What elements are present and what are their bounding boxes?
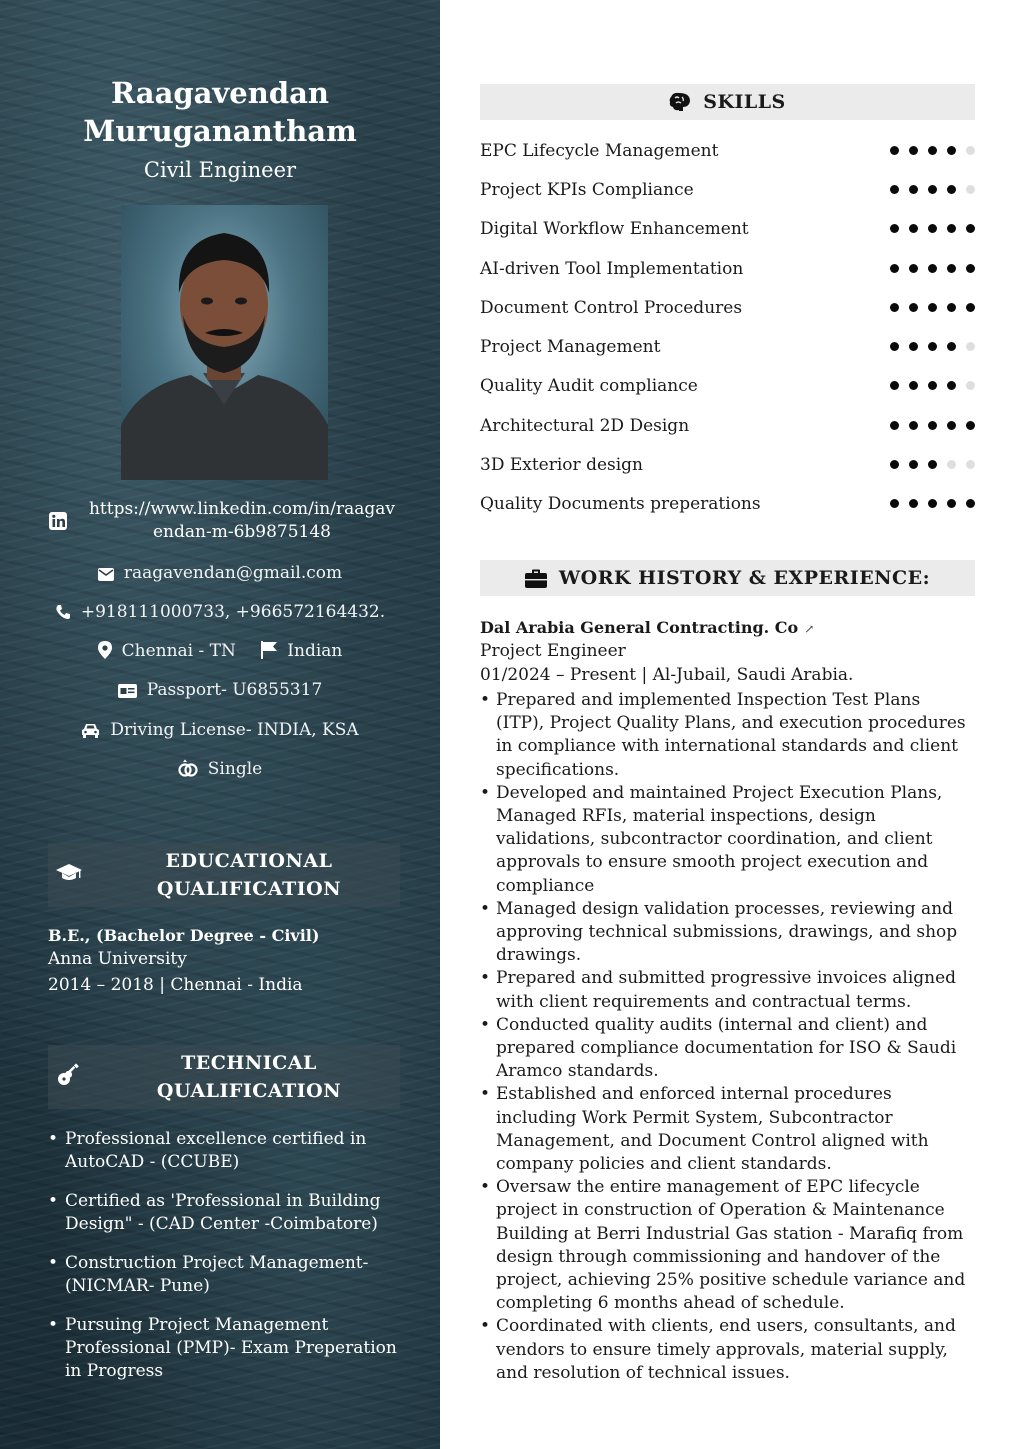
- passport-row: [0, 679, 440, 705]
- skill-row: [480, 334, 975, 360]
- rating-dot-filled: [909, 342, 918, 351]
- skill-row: [480, 413, 975, 439]
- skill-name: Project KPIs Compliance: [480, 180, 694, 200]
- marital-row: [0, 758, 440, 784]
- license-text: Driving License- INDIA, KSA: [110, 720, 359, 740]
- skill-rating: [880, 421, 975, 431]
- rating-dot-filled: [890, 185, 899, 194]
- skill-name: EPC Lifecycle Management: [480, 141, 719, 161]
- linkedin-line-2: endan-m-6b9875148: [153, 522, 331, 542]
- duty-item: • Managed design validation processes, reviewing and approving technical submissions, drawings, and shop drawings.: [480, 898, 972, 968]
- technical-heading: [48, 1045, 400, 1109]
- skills-heading-text: SKILLS: [703, 91, 786, 113]
- rating-dot-filled: [890, 264, 899, 273]
- skill-rating: [880, 264, 975, 274]
- map-pin-icon: [98, 641, 112, 666]
- rating-dot-filled: [928, 185, 937, 194]
- brain-icon: [669, 88, 691, 124]
- rating-dot-filled: [928, 342, 937, 351]
- job-dates: 01/2024 – Present | Al-Jubail, Saudi Arabia.: [480, 665, 854, 685]
- duty-item: • Prepared and submitted progressive invoices aligned with client requirements and contractual terms.: [480, 967, 972, 1013]
- rating-dot-empty: [947, 460, 956, 469]
- skill-rating: [880, 303, 975, 313]
- education-university: Anna University: [48, 949, 187, 969]
- rating-dot-filled: [890, 146, 899, 155]
- rating-dot-filled: [890, 303, 899, 312]
- skill-rating: [880, 342, 975, 352]
- rating-dot-filled: [928, 499, 937, 508]
- technical-heading-line-2: QUALIFICATION: [156, 1080, 342, 1102]
- license-row: [0, 719, 440, 745]
- job-role: Project Engineer: [480, 641, 626, 661]
- briefcase-icon: [525, 564, 547, 600]
- education-heading-line-2: QUALIFICATION: [156, 878, 342, 900]
- location-text: Chennai - TN: [121, 641, 236, 661]
- work-heading-text: WORK HISTORY & EXPERIENCE:: [558, 567, 931, 589]
- linkedin-link[interactable]: [72, 498, 412, 544]
- linkedin-icon: [48, 511, 68, 535]
- rating-dot-filled: [947, 264, 956, 273]
- rings-icon: [178, 759, 198, 784]
- rating-dot-filled: [890, 381, 899, 390]
- rating-dot-filled: [909, 421, 918, 430]
- work-heading: [480, 560, 975, 596]
- skill-name: Project Management: [480, 337, 661, 357]
- duties-list: [480, 689, 972, 1385]
- rating-dot-empty: [966, 185, 975, 194]
- rating-dot-filled: [947, 421, 956, 430]
- skill-rating: [880, 146, 975, 156]
- rating-dot-filled: [947, 499, 956, 508]
- rating-dot-filled: [928, 146, 937, 155]
- education-degree: B.E., (Bachelor Degree - Civil): [48, 926, 320, 945]
- email-row: [0, 562, 440, 588]
- linkedin-line-1: https://www.linkedin.com/in/raagav: [88, 499, 396, 519]
- rating-dot-filled: [890, 224, 899, 233]
- rating-dot-empty: [966, 381, 975, 390]
- phone-icon: [55, 604, 71, 627]
- skill-name: Document Control Procedures: [480, 298, 743, 318]
- duty-item: • Prepared and implemented Inspection Test Plans (ITP), Project Quality Plans, and execution procedures in compliance with international standards and client specifications.: [480, 689, 972, 782]
- skill-row: [480, 138, 975, 164]
- duty-item: • Oversaw the entire management of EPC lifecycle project in construction of Operation & Maintenance Building at Berri Industrial Gas station - Marafiq from design through commissioning and handover of the project, achieving 25% positive schedule variance and completing 6 months ahead of schedule.: [480, 1176, 972, 1315]
- rating-dot-filled: [890, 421, 899, 430]
- rating-dot-filled: [890, 342, 899, 351]
- rating-dot-filled: [909, 224, 918, 233]
- job-title: Civil Engineer: [143, 158, 297, 182]
- external-link-icon[interactable]: ↗: [804, 622, 815, 636]
- email-text[interactable]: raagavendan@gmail.com: [123, 563, 343, 583]
- duty-item: • Developed and maintained Project Execution Plans, Managed RFIs, material inspections, design validations, subcontractor coordination, and client approvals to ensure smooth project execution and compliance: [480, 782, 972, 898]
- skill-rating: [880, 460, 975, 470]
- rating-dot-filled: [928, 421, 937, 430]
- skill-rating: [880, 499, 975, 509]
- rating-dot-filled: [928, 264, 937, 273]
- company-name-text: Dal Arabia General Contracting. Co: [480, 618, 799, 637]
- id-card-icon: [118, 682, 137, 705]
- phone-row: [0, 601, 440, 627]
- skill-name: Architectural 2D Design: [480, 416, 690, 436]
- skill-row: [480, 491, 975, 517]
- rating-dot-empty: [966, 146, 975, 155]
- skill-row: [480, 256, 975, 282]
- duty-item: • Established and enforced internal procedures including Work Permit System, Subcontractor Management, and Document Control aligned with company policies and client standards.: [480, 1083, 972, 1176]
- rating-dot-filled: [966, 499, 975, 508]
- rating-dot-filled: [909, 303, 918, 312]
- skill-row: [480, 373, 975, 399]
- skill-name: Digital Workflow Enhancement: [480, 219, 749, 239]
- rating-dot-filled: [947, 381, 956, 390]
- rating-dot-filled: [966, 421, 975, 430]
- technical-item: • Pursuing Project Management Professional (PMP)- Exam Preperation in Progress: [48, 1314, 398, 1383]
- marital-text: Single: [207, 759, 263, 779]
- rating-dot-filled: [966, 303, 975, 312]
- technical-item: • Construction Project Management- (NICMAR- Pune): [48, 1252, 398, 1298]
- skill-row: [480, 295, 975, 321]
- rating-dot-filled: [928, 224, 937, 233]
- graduation-cap-icon: [56, 863, 82, 887]
- skill-row: [480, 177, 975, 203]
- rating-dot-filled: [909, 146, 918, 155]
- portrait-illustration: [121, 205, 328, 480]
- skill-row: [480, 452, 975, 478]
- name-line-1: Raagavendan: [111, 76, 329, 110]
- technical-item: • Professional excellence certified in AutoCAD - (CCUBE): [48, 1128, 398, 1174]
- rating-dot-filled: [966, 224, 975, 233]
- rating-dot-filled: [947, 303, 956, 312]
- rating-dot-filled: [947, 224, 956, 233]
- rating-dot-filled: [909, 264, 918, 273]
- nationality-text: Indian: [287, 641, 343, 661]
- name-line-2: Muruganantham: [83, 114, 357, 148]
- skill-name: Quality Audit compliance: [480, 376, 698, 396]
- technical-item: • Certified as 'Professional in Building Design" - (CAD Center -Coimbatore): [48, 1190, 398, 1236]
- passport-text: Passport- U6855317: [146, 680, 323, 700]
- duty-item: • Conducted quality audits (internal and client) and prepared compliance documentation for ISO & Saudi Aramco standards.: [480, 1014, 972, 1084]
- profile-photo: [121, 205, 328, 480]
- rating-dot-filled: [909, 381, 918, 390]
- flag-icon: [261, 641, 277, 666]
- rating-dot-filled: [909, 185, 918, 194]
- education-heading-line-1: EDUCATIONAL: [165, 850, 333, 872]
- car-icon: [81, 722, 100, 745]
- rating-dot-filled: [890, 460, 899, 469]
- rating-dot-filled: [947, 146, 956, 155]
- envelope-icon: [98, 565, 114, 588]
- phone-text[interactable]: +918111000733, +966572164432.: [80, 602, 386, 622]
- rating-dot-filled: [909, 460, 918, 469]
- rating-dot-filled: [947, 185, 956, 194]
- rating-dot-filled: [966, 264, 975, 273]
- education-years: 2014 – 2018 | Chennai - India: [48, 975, 303, 995]
- skill-row: [480, 216, 975, 242]
- skill-rating: [880, 224, 975, 234]
- rating-dot-filled: [947, 342, 956, 351]
- skill-rating: [880, 381, 975, 391]
- location-row: [0, 640, 440, 666]
- education-heading: [48, 843, 400, 907]
- technical-list: [48, 1128, 398, 1399]
- skills-heading: [480, 84, 975, 120]
- skill-rating: [880, 185, 975, 195]
- profile-name: [0, 74, 440, 150]
- technical-heading-line-1: TECHNICAL: [181, 1052, 317, 1074]
- rating-dot-filled: [928, 303, 937, 312]
- guitar-icon: [56, 1063, 80, 1091]
- skill-name: AI-driven Tool Implementation: [480, 259, 744, 279]
- duty-item: • Coordinated with clients, end users, consultants, and vendors to ensure timely approvals, material supply, and resolution of technical issues.: [480, 1315, 972, 1385]
- rating-dot-filled: [928, 460, 937, 469]
- skill-name: 3D Exterior design: [480, 455, 644, 475]
- skill-name: Quality Documents preperations: [480, 494, 761, 514]
- rating-dot-filled: [928, 381, 937, 390]
- rating-dot-filled: [890, 499, 899, 508]
- rating-dot-empty: [966, 342, 975, 351]
- rating-dot-filled: [909, 499, 918, 508]
- company-name: [480, 617, 814, 640]
- rating-dot-empty: [966, 460, 975, 469]
- sidebar: [0, 0, 440, 1449]
